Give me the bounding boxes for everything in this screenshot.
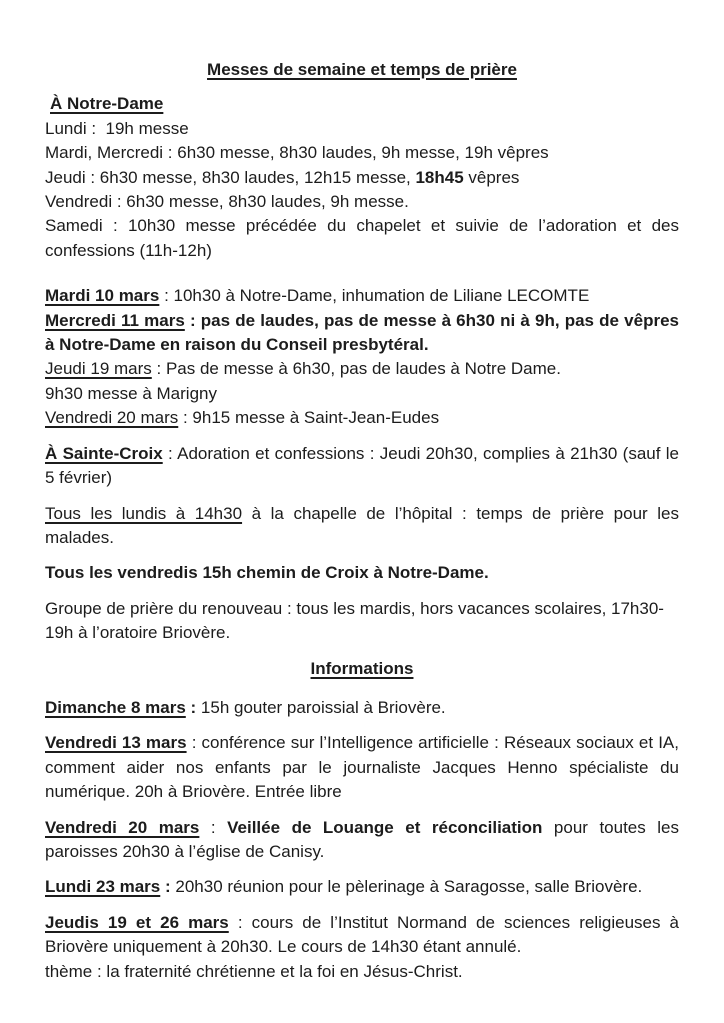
lundis-text: à la chapelle de l’hôpital : temps de prière pour les malades. bbox=[45, 503, 680, 547]
informations-title-text: Informations bbox=[310, 658, 414, 678]
lundis-hopital-paragraph bbox=[45, 502, 679, 551]
notre-dame-schedule-section bbox=[45, 92, 679, 263]
date-text: : 10h30 à Notre-Dame, inhumation de Liliane LECOMTE bbox=[159, 286, 590, 306]
info-label: Vendredi 13 mars bbox=[45, 733, 187, 753]
info-text: pour toutes les paroisses 20h30 à l’église de Canisy. bbox=[45, 817, 679, 861]
renouveau-paragraph: Groupe de prière du renouveau : tous les mardis, hors vacances scolaires, 17h30-19h à l’oratoire Briovère. bbox=[45, 598, 664, 643]
jeudi-time-bold: 18h45 bbox=[415, 167, 464, 187]
info-colon: : bbox=[185, 697, 197, 717]
info-vendredi-20-mars bbox=[45, 816, 679, 865]
informations-title bbox=[45, 657, 679, 681]
info-text: : conférence sur l’Intelligence artificielle : Réseaux sociaux et IA, comment aider nos enfants par le journaliste Jacques Henno spécialiste du numérique. 20h à Briovère. Entrée libre bbox=[45, 733, 679, 802]
notre-dame-heading bbox=[45, 92, 679, 116]
info-label: Vendredi 20 mars bbox=[45, 817, 200, 837]
schedule-line-vendredi: Vendredi : 6h30 messe, 8h30 laudes, 9h messe. bbox=[45, 192, 409, 212]
vendredis-chemin-croix-paragraph: Tous les vendredis 15h chemin de Croix à Notre-Dame. bbox=[45, 563, 489, 583]
schedule-line-samedi: Samedi : 10h30 messe précédée du chapelet et suivie de l’adoration et des confessions (11h-12h) bbox=[45, 216, 679, 260]
info-label: Lundi 23 mars bbox=[45, 877, 161, 897]
bulletin-title-text: Messes de semaine et temps de prière bbox=[207, 60, 517, 79]
sainte-croix-label: À Sainte-Croix bbox=[45, 443, 163, 463]
sainte-croix-paragraph bbox=[45, 442, 679, 491]
schedule-line-jeudi bbox=[45, 166, 679, 190]
special-dates-section bbox=[45, 284, 679, 430]
info-dimanche-8-mars bbox=[45, 696, 679, 720]
info-text: : cours de l’Institut Normand de sciences religieuses à Briovère uniquement à 20h30. Le cours de 14h30 étant annulé. bbox=[45, 912, 680, 957]
info-text: 20h30 réunion pour le pèlerinage à Saragosse, salle Briovère. bbox=[170, 877, 643, 897]
info-label: Dimanche 8 mars bbox=[45, 697, 186, 717]
date-mercredi-11-mars bbox=[45, 309, 679, 358]
info-lundi-23-mars bbox=[45, 875, 679, 899]
schedule-line-mardi-mercredi: Mardi, Mercredi : 6h30 messe, 8h30 laudes, 9h messe, 19h vêpres bbox=[45, 143, 549, 163]
info-label: Jeudis 19 et 26 mars bbox=[45, 912, 229, 932]
info-jeudis-19-26-mars bbox=[45, 911, 679, 984]
sainte-croix-text: : Adoration et confessions : Jeudi 20h30, complies à 21h30 (sauf le 5 février) bbox=[45, 443, 679, 488]
date-text: : 9h15 messe à Saint-Jean-Eudes bbox=[178, 408, 440, 428]
date-jeudi-19-mars bbox=[45, 357, 679, 381]
lundis-label: Tous les lundis à 14h30 bbox=[45, 503, 243, 523]
date-label: Mardi 10 mars bbox=[45, 286, 160, 306]
date-text: : Pas de messe à 6h30, pas de laudes à Notre Dame. bbox=[151, 359, 561, 379]
date-label: Vendredi 20 mars bbox=[45, 408, 179, 428]
jeudis-course-text bbox=[45, 911, 679, 960]
jeudis-theme-line: thème : la fraternité chrétienne et la foi en Jésus-Christ. bbox=[45, 961, 463, 981]
line-marigny: 9h30 messe à Marigny bbox=[45, 383, 217, 403]
date-vendredi-20-mars bbox=[45, 406, 679, 430]
info-vendredi-13-mars bbox=[45, 731, 679, 804]
date-text-bold: : pas de laudes, pas de messe à 6h30 ni à 9h, pas de vêpres à Notre-Dame en raison du Conseil presbytéral. bbox=[45, 310, 679, 355]
info-event-bold: Veillée de Louange et réconciliation bbox=[227, 817, 543, 837]
schedule-line-lundi: Lundi : 19h messe bbox=[45, 118, 189, 138]
info-text: 15h gouter paroissial à Briovère. bbox=[196, 697, 446, 717]
bulletin-title bbox=[45, 58, 679, 82]
info-colon: : bbox=[160, 877, 171, 897]
date-label: Jeudi 19 mars bbox=[45, 359, 152, 379]
notre-dame-heading-text: À Notre-Dame bbox=[50, 94, 164, 114]
jeudi-text-start: Jeudi : 6h30 messe, 8h30 laudes, 12h15 messe, bbox=[45, 167, 416, 187]
date-mardi-10-mars bbox=[45, 284, 679, 308]
info-separator: : bbox=[199, 817, 228, 837]
jeudi-text-end: vêpres bbox=[463, 167, 520, 187]
date-label: Mercredi 11 mars bbox=[45, 310, 185, 330]
